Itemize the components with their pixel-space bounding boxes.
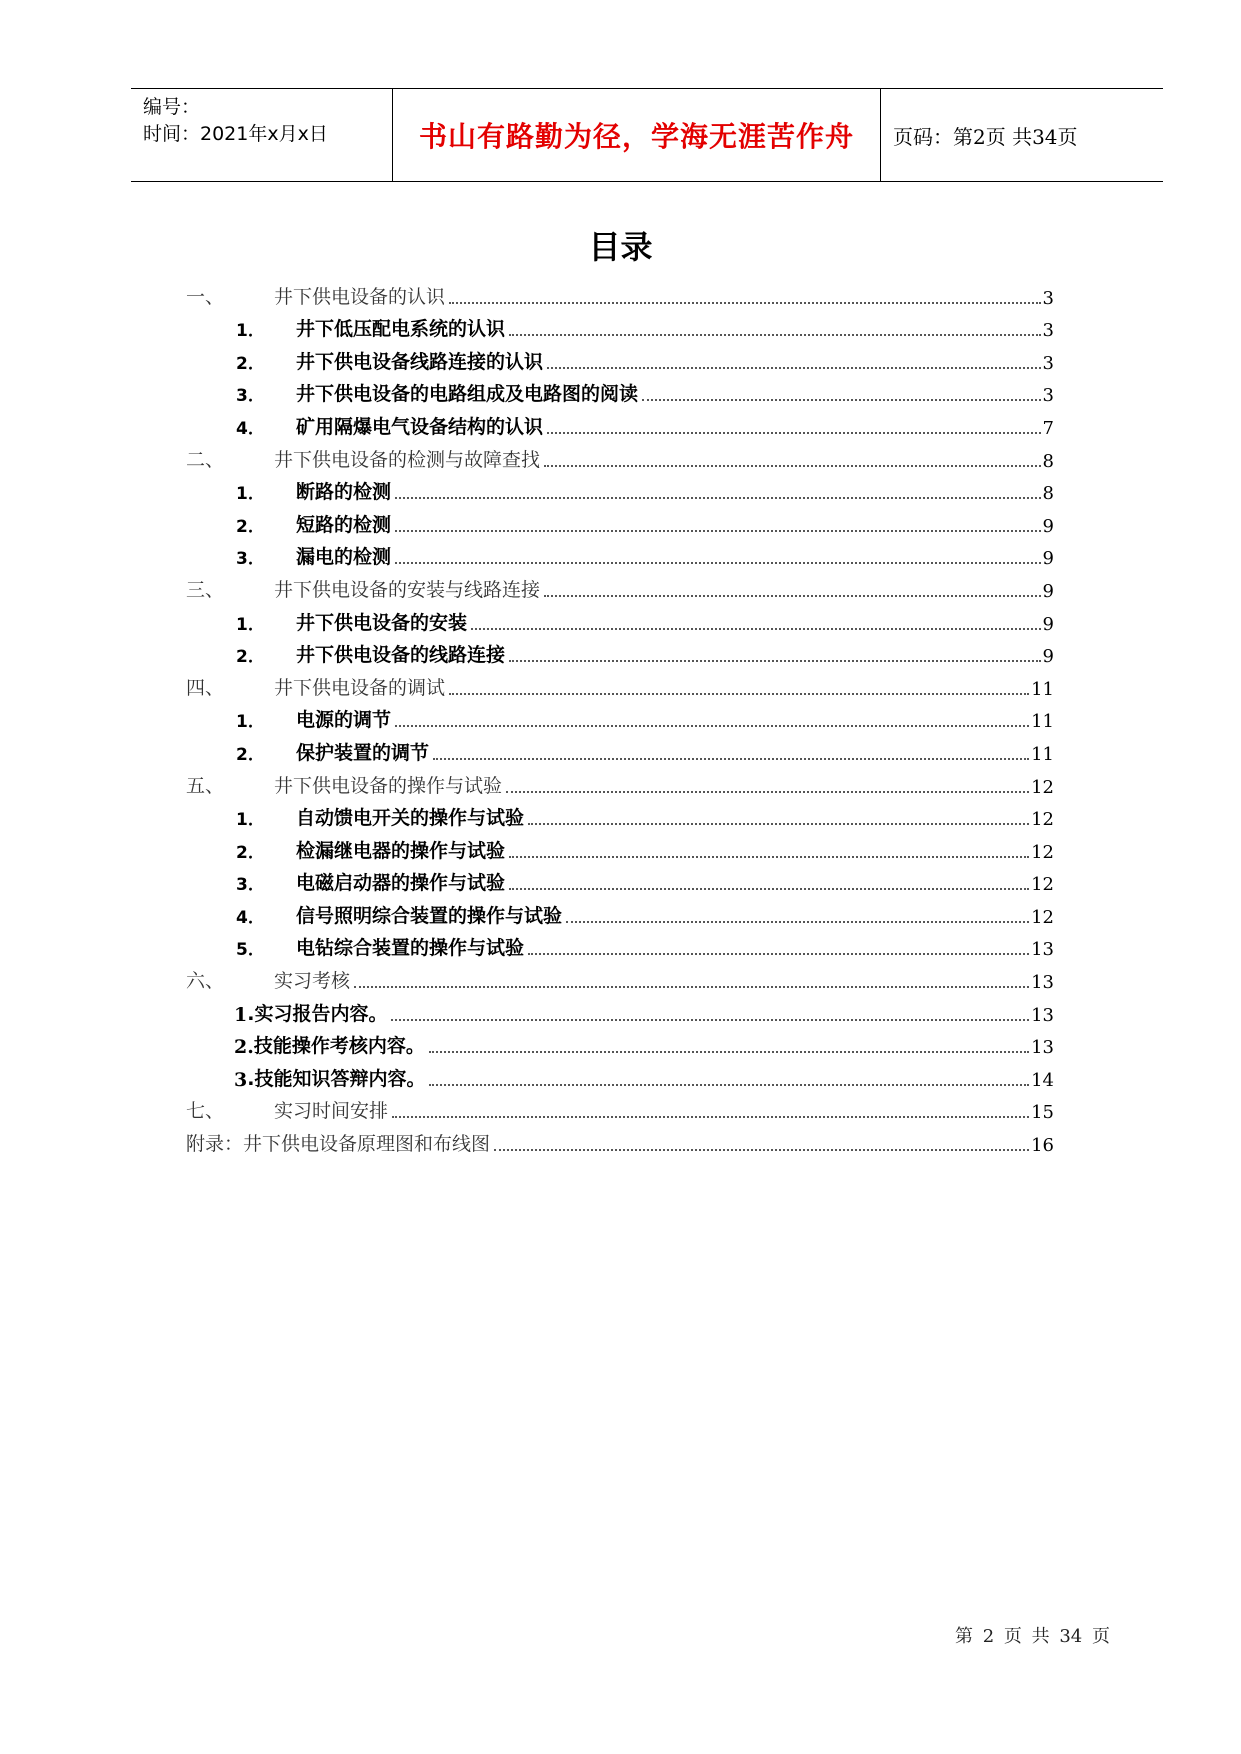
toc-entry-number: 4． (236, 418, 265, 439)
toc-entry-number: 1 (234, 1003, 248, 1026)
toc-entry-title: 井下供电设备的认识 (274, 285, 446, 308)
toc-entry-title: 电钻综合装置的操作与试验 (296, 937, 525, 960)
toc-entry[interactable] (186, 700, 1054, 733)
toc-entry-title: 实习时间安排 (274, 1100, 389, 1123)
toc-entry[interactable] (186, 439, 1054, 472)
toc-entry[interactable] (186, 765, 1054, 798)
toc-entry-title: 自动馈电开关的操作与试验 (296, 807, 525, 830)
toc-entry-title: .技能知识答辩内容。 (247, 1067, 426, 1090)
toc-entry[interactable] (186, 341, 1054, 374)
toc-leader-dots (433, 757, 1029, 760)
toc-entry[interactable] (186, 1058, 1054, 1091)
toc-entry-number: 3 (234, 1068, 248, 1091)
toc-entry-page: 3 (1042, 352, 1054, 374)
toc-entry[interactable] (186, 960, 1054, 993)
toc-entry[interactable] (186, 537, 1054, 570)
toc-leader-dots (528, 822, 1029, 825)
toc-entry-title: 井下供电设备的检测与故障查找 (274, 448, 541, 471)
document-number-label: 编号： (143, 96, 201, 118)
toc-entry-page: 9 (1042, 613, 1054, 635)
toc-entry-page: 14 (1031, 1069, 1054, 1091)
toc-entry-number: 2． (236, 842, 265, 863)
toc-entry-title: 保护装置的调节 (296, 741, 430, 764)
toc-entry[interactable] (186, 863, 1054, 896)
toc-entry[interactable] (186, 667, 1054, 700)
toc-entry-page: 8 (1042, 483, 1054, 505)
toc-entry-page: 8 (1042, 450, 1054, 472)
toc-entry-number: 1． (236, 614, 265, 635)
page-footer: 第 2 页 共 34 页 (955, 1626, 1110, 1647)
toc-entry-page: 3 (1042, 320, 1054, 342)
toc-entry-page: 13 (1031, 972, 1054, 994)
toc-entry-title: 信号照明综合装置的操作与试验 (296, 904, 563, 927)
toc-entry-title: 技能操作考核内容。 (253, 1035, 425, 1058)
toc-entry-title: 短路的检测 (296, 513, 392, 536)
toc-entry[interactable] (186, 993, 1054, 1026)
toc-entry[interactable] (186, 1091, 1054, 1124)
toc-entry-title: 井下供电设备的安装与线路连接 (274, 578, 541, 601)
toc-entry-number: 1． (236, 484, 265, 505)
toc-leader-dots (392, 1115, 1029, 1118)
toc-leader-dots (449, 301, 1041, 304)
toc-entry-title: 井下供电设备的线路连接 (296, 644, 506, 667)
toc-entry-number: 六、 (186, 970, 225, 993)
toc-leader-dots (395, 724, 1029, 727)
toc-entry[interactable] (186, 928, 1054, 961)
toc-title: 目录 (588, 228, 653, 266)
toc-leader-dots (449, 692, 1029, 695)
toc-leader-dots (395, 529, 1041, 532)
toc-entry-title: 电源的调节 (296, 709, 392, 732)
toc-leader-dots (354, 985, 1029, 988)
toc-entry-number: 3． (236, 875, 265, 896)
toc-entry[interactable] (186, 309, 1054, 342)
toc-entry-number: 2． (236, 744, 265, 765)
toc-leader-dots (642, 398, 1041, 401)
toc-leader-dots (547, 366, 1041, 369)
toc-leader-dots (471, 627, 1041, 630)
toc-entry-title: 井下供电设备的电路组成及电路图的阅读 (296, 383, 639, 406)
toc-entry-number: 5． (236, 940, 265, 961)
toc-entry-title: 井下低压配电系统的认识 (296, 318, 506, 341)
toc-entry-page: 16 (1031, 1135, 1054, 1157)
header-motto-cell (393, 89, 881, 181)
toc-entry-page: 12 (1031, 874, 1054, 896)
toc-leader-dots (395, 561, 1041, 564)
toc-leader-dots (429, 1083, 1029, 1086)
toc-leader-dots (429, 1050, 1029, 1053)
toc-entry[interactable] (186, 569, 1054, 602)
toc-entry-number: 2． (236, 353, 265, 374)
toc-entry-title: .实习报告内容。 (247, 1002, 388, 1025)
toc-entry-page: 12 (1031, 809, 1054, 831)
toc-entry-page: 3 (1042, 287, 1054, 309)
toc-entry-title: 检漏继电器的操作与试验 (296, 839, 506, 862)
toc-entry-page: 9 (1042, 580, 1054, 602)
toc-entry[interactable] (186, 406, 1054, 439)
toc-entry-page: 9 (1042, 646, 1054, 668)
toc-entry[interactable] (186, 374, 1054, 407)
toc-entry[interactable] (186, 1026, 1054, 1059)
toc-entry-title: 附录：井下供电设备原理图和布线图 (186, 1133, 491, 1156)
header-left-cell (131, 89, 393, 181)
toc-leader-dots (506, 790, 1029, 793)
toc-entry[interactable] (186, 635, 1054, 668)
toc-entry-title: 断路的检测 (296, 481, 392, 504)
toc-entry-page: 13 (1031, 939, 1054, 961)
toc-entry-number: 1． (236, 712, 265, 733)
toc-entry[interactable] (186, 830, 1054, 863)
toc-entry-number: 1． (236, 321, 265, 342)
toc-entry-number: 2． (236, 516, 265, 537)
toc-entry-title: 实习考核 (274, 970, 351, 993)
toc-entry-number: 2． (236, 647, 265, 668)
toc-entry-page: 9 (1042, 548, 1054, 570)
toc-entry-number: 五、 (186, 774, 225, 797)
header-page-label: 页码：第2页 共34页 (893, 124, 1078, 149)
toc-entry-number: 七、 (186, 1100, 225, 1123)
toc-entry-number: 2. (234, 1036, 254, 1059)
page-header (131, 88, 1163, 182)
toc-entry-page: 11 (1031, 711, 1054, 733)
toc-leader-dots (544, 464, 1041, 467)
toc-leader-dots (528, 952, 1029, 955)
toc-leader-dots (494, 1148, 1029, 1151)
toc-entry-title: 矿用隔爆电气设备结构的认识 (296, 415, 544, 438)
toc-entry-number: 三、 (186, 578, 225, 601)
toc-entry-title: 井下供电设备线路连接的认识 (296, 350, 544, 373)
toc-entry[interactable] (186, 276, 1054, 309)
toc-entry-page: 9 (1042, 515, 1054, 537)
toc-entry-number: 一、 (186, 285, 225, 308)
toc-entry-title: 井下供电设备的安装 (296, 611, 468, 634)
toc-entry[interactable] (186, 798, 1054, 831)
toc-leader-dots (509, 887, 1029, 890)
toc-entry[interactable] (186, 732, 1054, 765)
toc-entry-page: 12 (1031, 906, 1054, 928)
toc-leader-dots (391, 1018, 1029, 1021)
toc-entry[interactable] (186, 504, 1054, 537)
toc-entry[interactable] (186, 602, 1054, 635)
toc-entry-number: 4． (236, 907, 265, 928)
toc-entry-page: 12 (1031, 776, 1054, 798)
toc-leader-dots (395, 496, 1041, 499)
toc-entry-page: 11 (1031, 743, 1054, 765)
toc-entry-number: 1． (236, 810, 265, 831)
toc-entry-page: 12 (1031, 841, 1054, 863)
toc-leader-dots (566, 920, 1029, 923)
toc-entry[interactable] (186, 472, 1054, 505)
header-motto: 书山有路勤为径，学海无涯苦作舟 (418, 120, 854, 153)
toc-entry-title: 井下供电设备的操作与试验 (274, 774, 503, 797)
toc-leader-dots (544, 594, 1041, 597)
toc-leader-dots (509, 855, 1029, 858)
toc-entry-page: 15 (1031, 1102, 1054, 1124)
toc-entry-number: 四、 (186, 676, 225, 699)
toc-entry-title: 电磁启动器的操作与试验 (296, 872, 506, 895)
toc-entry-page: 11 (1031, 678, 1054, 700)
toc-leader-dots (509, 333, 1041, 336)
toc-entry-page: 13 (1031, 1037, 1054, 1059)
toc-entry[interactable] (186, 895, 1054, 928)
document-date-label: 时间：2021年x月x日 (143, 123, 328, 145)
toc-entry-title: 漏电的检测 (296, 546, 392, 569)
toc-entry-title: 井下供电设备的调试 (274, 676, 446, 699)
toc-entry-page: 3 (1042, 385, 1054, 407)
toc-entry-page: 7 (1042, 417, 1054, 439)
table-of-contents (186, 276, 1054, 1156)
toc-entry-number: 3． (236, 386, 265, 407)
toc-leader-dots (547, 431, 1041, 434)
toc-entry[interactable] (186, 1123, 1054, 1156)
header-page-cell (881, 89, 1163, 181)
toc-leader-dots (509, 659, 1041, 662)
toc-entry-number: 3． (236, 549, 265, 570)
toc-entry-number: 二、 (186, 448, 225, 471)
toc-entry-page: 13 (1031, 1004, 1054, 1026)
